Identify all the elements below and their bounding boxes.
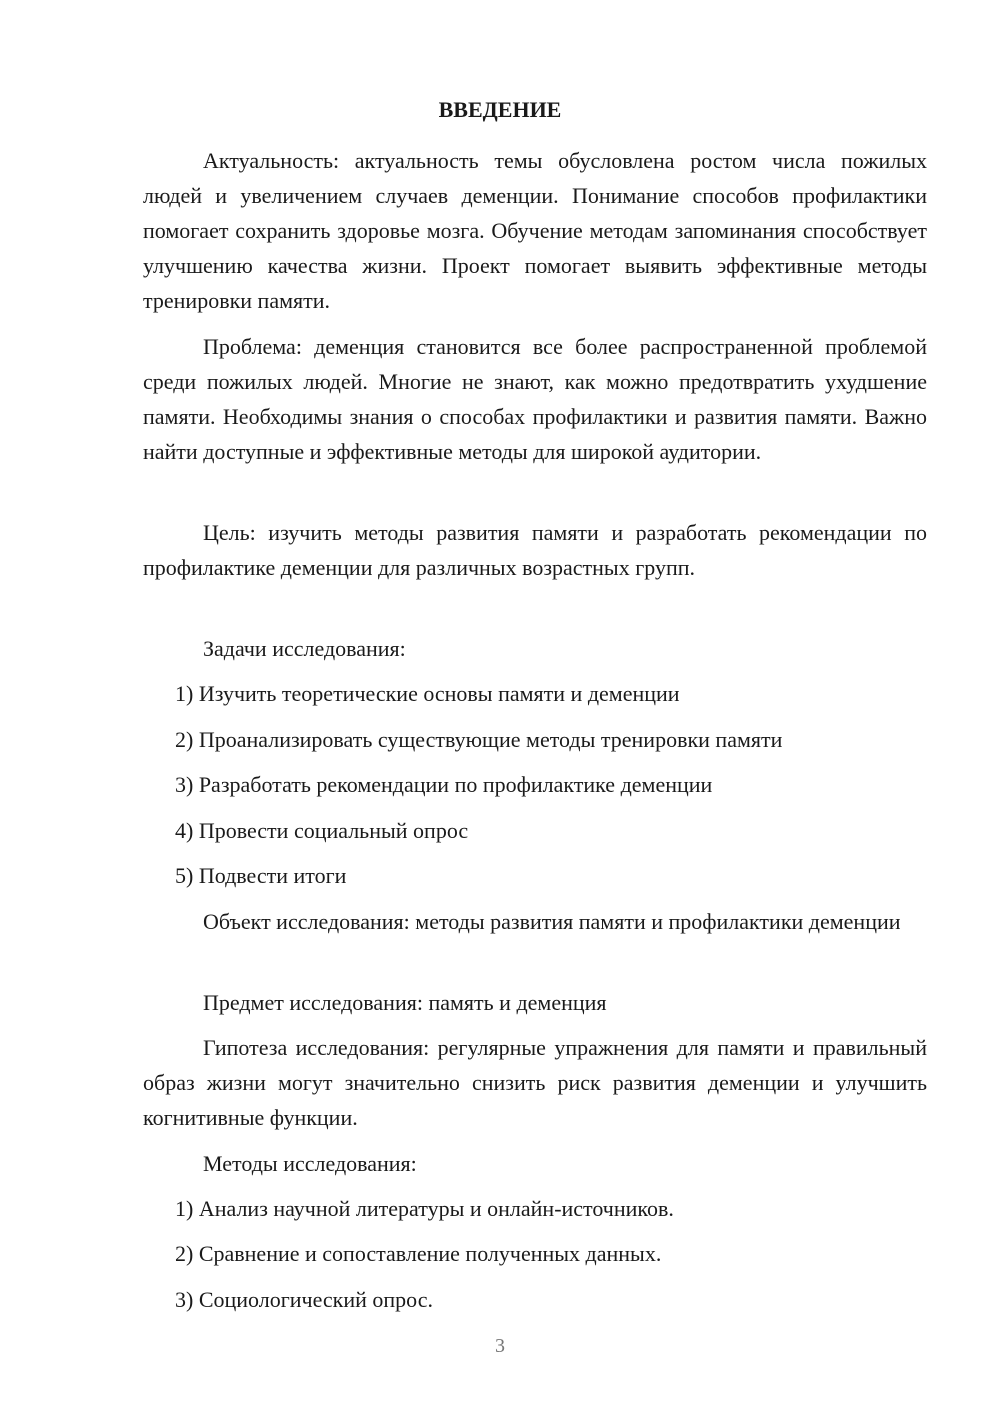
tasks-heading: Задачи исследования:: [203, 636, 406, 661]
paragraph-object: Объект исследования: методы развития памяти и профилактики деменции: [203, 909, 901, 934]
method-item: 2) Сравнение и сопоставление полученных данных.: [175, 1241, 662, 1266]
task-item: 1) Изучить теоретические основы памяти и деменции: [175, 681, 680, 706]
task-item: 2) Проанализировать существующие методы тренировки памяти: [175, 727, 783, 752]
section-heading: ВВЕДЕНИЕ: [438, 97, 562, 122]
paragraph-subject: Предмет исследования: память и деменция: [203, 990, 607, 1015]
method-item: 1) Анализ научной литературы и онлайн-источников.: [175, 1196, 674, 1221]
paragraph-hypothesis: Гипотеза исследования: регулярные упражнения для памяти и правильный образ жизни могут значительно снизить риск развития деменции и улучшить когнитивные функции.: [143, 1035, 927, 1130]
paragraph-problem: Проблема: деменция становится все более распространенной проблемой среди пожилых людей. Многие не знают, как можно предотвратить ухудшение памяти. Необходимы знания о способах профилактики и развития памяти. Важно найти доступные и эффективные методы для широкой аудитории.: [143, 334, 927, 464]
paragraph-relevance: Актуальность: актуальность темы обусловлена ростом числа пожилых людей и увеличением случаев деменции. Понимание способов профилактики помогает сохранить здоровье мозга. Обучение методам запоминания способствует улучшению качества жизни. Проект помогает выявить эффективные методы тренировки памяти.: [143, 148, 927, 313]
task-item: 5) Подвести итоги: [175, 863, 347, 888]
methods-heading: Методы исследования:: [203, 1151, 417, 1176]
method-item: 3) Социологический опрос.: [175, 1287, 433, 1312]
page-number: 3: [495, 1335, 505, 1357]
paragraph-goal: Цель: изучить методы развития памяти и разработать рекомендации по профилактике деменции для различных возрастных групп.: [143, 520, 927, 580]
task-item: 3) Разработать рекомендации по профилактике деменции: [175, 772, 713, 797]
task-item: 4) Провести социальный опрос: [175, 818, 469, 843]
